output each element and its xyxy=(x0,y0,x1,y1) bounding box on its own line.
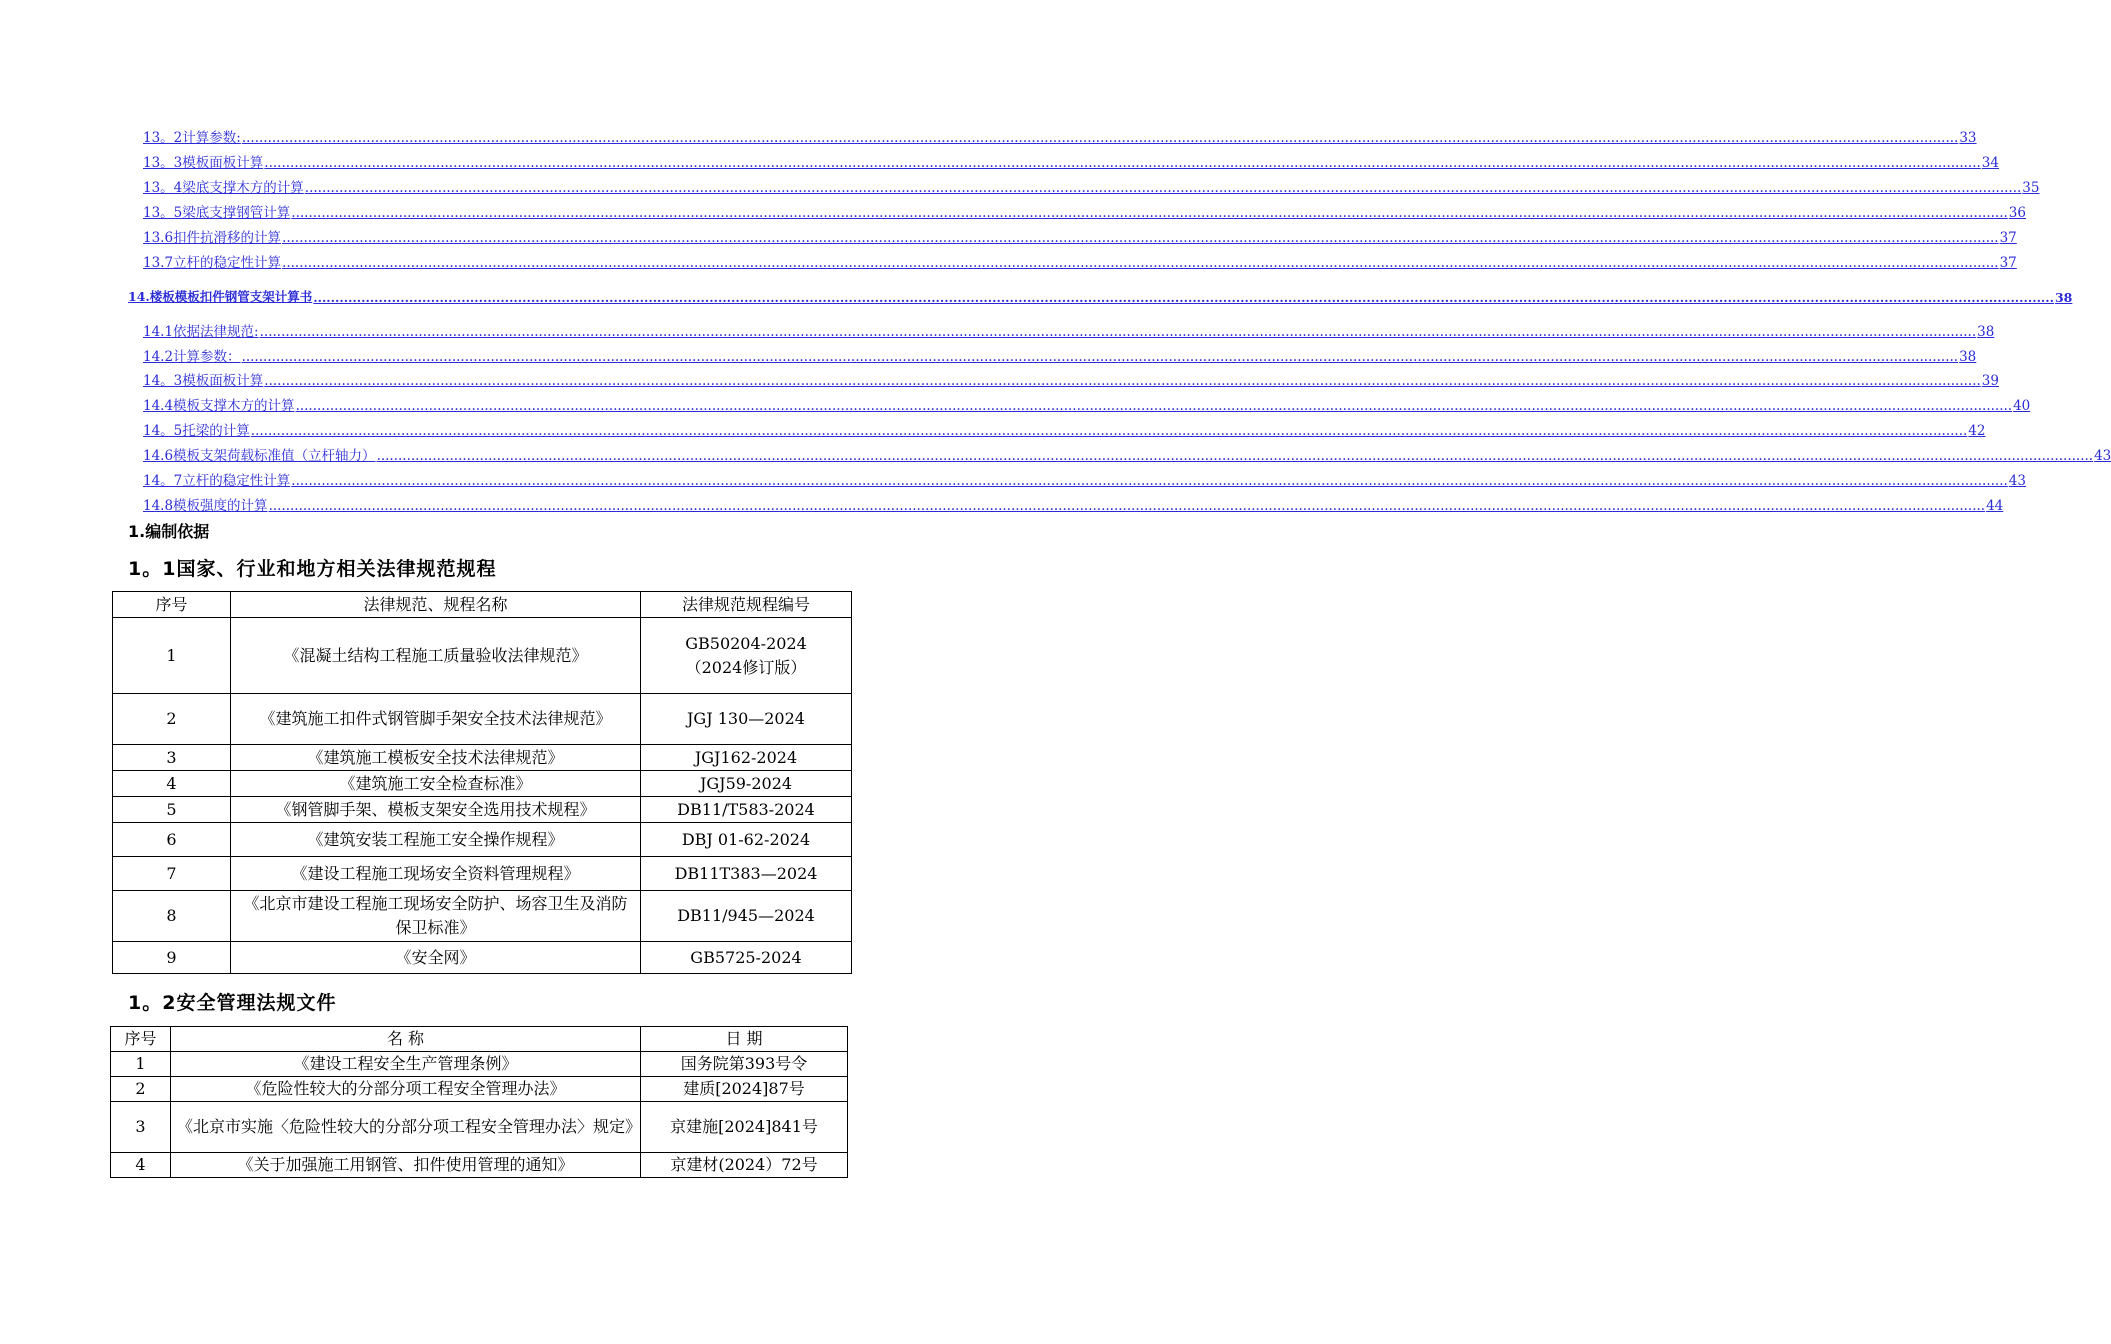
regulation-code: GB50204-2024 （2024修订版） xyxy=(641,618,852,694)
toc-entry-page[interactable]: 37 xyxy=(1999,255,2017,271)
toc-entry[interactable] xyxy=(143,371,1999,389)
toc-entry-title[interactable]: 13.7立杆的稳定性计算 xyxy=(143,255,282,271)
toc-entry-title[interactable]: 14。7立杆的稳定性计算 xyxy=(143,473,291,489)
table-header: 序号 xyxy=(111,1027,171,1052)
toc-entry-page[interactable]: 43 xyxy=(2094,448,2111,464)
table-row xyxy=(111,1102,848,1153)
regulation-code: GB5725-2024 xyxy=(641,942,852,974)
toc-leader-dots: ................................................................................................................................................................................................................................................................................................................................................................................................................ xyxy=(264,155,1981,171)
regulation-name: 《钢管脚手架、模板支架安全选用技术规程》 xyxy=(231,797,641,823)
table-header: 序号 xyxy=(113,592,231,618)
toc-entry-title[interactable]: 13。2计算参数: xyxy=(143,130,241,146)
toc-entry-title[interactable]: 14.6模板支架荷载标准值（立杆轴力） xyxy=(143,448,376,464)
table-row xyxy=(113,745,852,771)
toc-leader-dots: ................................................................................................................................................................................................................................................................................................................................................................................................................ xyxy=(282,230,1999,246)
regulation-code: DB11T383—2024 xyxy=(641,857,852,891)
toc-entry-page[interactable]: 39 xyxy=(1981,373,1999,389)
toc-entry[interactable] xyxy=(143,396,2031,414)
toc-entry-page[interactable]: 38 xyxy=(1977,324,1995,340)
regulation-name: 《混凝土结构工程施工质量验收法律规范》 xyxy=(231,618,641,694)
toc-leader-dots: ................................................................................................................................................................................................................................................................................................................................................................................................................ xyxy=(259,324,1977,340)
regulation-name: 《建筑施工模板安全技术法律规范》 xyxy=(231,745,641,771)
section-heading-1-1: 1。1国家、行业和地方相关法律规范规程 xyxy=(128,558,497,580)
toc-leader-dots: ................................................................................................................................................................................................................................................................................................................................................................................................................ xyxy=(376,448,2094,464)
toc-leader-dots: ................................................................................................................................................................................................................................................................................................................................................................................................................ xyxy=(264,373,1981,389)
table-row xyxy=(113,942,852,974)
regulation-name: 《建筑安装工程施工安全操作规程》 xyxy=(231,823,641,857)
toc-leader-dots: ................................................................................................................................................................................................................................................................................................................................................................................................................ xyxy=(313,290,2054,305)
row-number: 1 xyxy=(113,618,231,694)
regulation-name: 《建筑施工安全检查标准》 xyxy=(231,771,641,797)
toc-entry[interactable] xyxy=(143,178,2040,196)
regulations-table xyxy=(112,591,852,974)
row-number: 2 xyxy=(113,694,231,745)
toc-leader-dots: ................................................................................................................................................................................................................................................................................................................................................................................................................ xyxy=(250,423,1968,439)
toc-entry-title[interactable]: 14.1依据法律规范: xyxy=(143,324,259,340)
toc-leader-dots: ................................................................................................................................................................................................................................................................................................................................................................................................................ xyxy=(291,473,2008,489)
toc-entry[interactable] xyxy=(143,446,2111,464)
table-header: 法律规范规程编号 xyxy=(641,592,852,618)
document-date: 京建材(2024）72号 xyxy=(641,1153,848,1178)
toc-entry-title[interactable]: 13。4梁底支撑木方的计算 xyxy=(143,180,304,196)
section-heading-1-2: 1。2安全管理法规文件 xyxy=(128,992,337,1014)
table-row xyxy=(113,797,852,823)
toc-entry[interactable] xyxy=(143,128,1977,146)
toc-entry-title[interactable]: 14.4模板支撑木方的计算 xyxy=(143,398,295,414)
toc-leader-dots: ................................................................................................................................................................................................................................................................................................................................................................................................................ xyxy=(295,398,2013,414)
document-name: 《北京市实施〈危险性较大的分部分项工程安全管理办法〉规定》 xyxy=(171,1102,641,1153)
toc-entry-title[interactable]: 14.楼板模板扣件钢管支架计算书 xyxy=(128,289,313,304)
document-name: 《关于加强施工用钢管、扣件使用管理的通知》 xyxy=(171,1153,641,1178)
table-header: 日 期 xyxy=(641,1027,848,1052)
table-row xyxy=(113,857,852,891)
row-number: 7 xyxy=(113,857,231,891)
regulation-code: JGJ59-2024 xyxy=(641,771,852,797)
regulation-name: 《安全网》 xyxy=(231,942,641,974)
regulation-name: 《建筑施工扣件式钢管脚手架安全技术法律规范》 xyxy=(231,694,641,745)
toc-entry-page[interactable]: 37 xyxy=(1999,230,2017,246)
toc-entry[interactable] xyxy=(143,203,2026,221)
toc-entry-page[interactable]: 34 xyxy=(1981,155,1999,171)
toc-entry-title[interactable]: 13。5梁底支撑钢管计算 xyxy=(143,205,291,221)
toc-entry-page[interactable]: 43 xyxy=(2008,473,2026,489)
toc-entry-page[interactable]: 44 xyxy=(1986,498,2004,514)
table-header: 法律规范、规程名称 xyxy=(231,592,641,618)
row-number: 5 xyxy=(113,797,231,823)
table-row xyxy=(111,1077,848,1102)
toc-leader-dots: ................................................................................................................................................................................................................................................................................................................................................................................................................ xyxy=(304,180,2022,196)
toc-entry[interactable] xyxy=(143,421,1986,439)
toc-entry-page[interactable]: 36 xyxy=(2008,205,2026,221)
section-heading-1: 1.编制依据 xyxy=(128,522,210,541)
row-number: 8 xyxy=(113,891,231,942)
document-date: 建质[2024]87号 xyxy=(641,1077,848,1102)
toc-leader-dots: ................................................................................................................................................................................................................................................................................................................................................................................................................ xyxy=(241,130,1959,146)
toc-leader-dots: ................................................................................................................................................................................................................................................................................................................................................................................................................ xyxy=(268,498,1986,514)
row-number: 1 xyxy=(111,1052,171,1077)
regulation-code: DB11/945—2024 xyxy=(641,891,852,942)
table-row xyxy=(113,771,852,797)
document-name: 《建设工程安全生产管理条例》 xyxy=(171,1052,641,1077)
regulation-name: 《北京市建设工程施工现场安全防护、场容卫生及消防保卫标准》 xyxy=(231,891,641,942)
toc-entry-page[interactable]: 38 xyxy=(2054,290,2073,305)
table-row xyxy=(113,891,852,942)
toc-entry-page[interactable]: 42 xyxy=(1968,423,1986,439)
toc-entry-page[interactable]: 33 xyxy=(1959,130,1977,146)
toc-entry[interactable] xyxy=(143,253,2017,271)
row-number: 4 xyxy=(113,771,231,797)
row-number: 9 xyxy=(113,942,231,974)
toc-entry-title[interactable]: 13。3模板面板计算 xyxy=(143,155,264,171)
toc-entry-page[interactable]: 40 xyxy=(2013,398,2031,414)
document-date: 国务院第393号令 xyxy=(641,1052,848,1077)
regulation-code: DB11/T583-2024 xyxy=(641,797,852,823)
table-row xyxy=(113,823,852,857)
regulation-name: 《建设工程施工现场安全资料管理规程》 xyxy=(231,857,641,891)
table-row xyxy=(111,1052,848,1077)
toc-entry-page[interactable]: 38 xyxy=(1959,349,1977,365)
toc-entry[interactable] xyxy=(143,153,1999,171)
toc-leader-dots: ................................................................................................................................................................................................................................................................................................................................................................................................................ xyxy=(291,205,2008,221)
row-number: 6 xyxy=(113,823,231,857)
toc-entry[interactable] xyxy=(143,228,2017,246)
regulation-code: JGJ 130—2024 xyxy=(641,694,852,745)
table-row xyxy=(113,694,852,745)
toc-entry[interactable] xyxy=(128,287,2073,305)
table-row xyxy=(111,1153,848,1178)
toc-entry-title[interactable]: 14.2计算参数： xyxy=(143,349,241,365)
regulation-code: DBJ 01-62-2024 xyxy=(641,823,852,857)
row-number: 4 xyxy=(111,1153,171,1178)
row-number: 2 xyxy=(111,1077,171,1102)
document-date: 京建施[2024]841号 xyxy=(641,1102,848,1153)
toc-leader-dots: ................................................................................................................................................................................................................................................................................................................................................................................................................ xyxy=(282,255,1999,271)
toc-entry-title[interactable]: 14。3模板面板计算 xyxy=(143,373,264,389)
toc-entry[interactable] xyxy=(143,322,1995,340)
document-name: 《危险性较大的分部分项工程安全管理办法》 xyxy=(171,1077,641,1102)
regulation-code: JGJ162-2024 xyxy=(641,745,852,771)
toc-entry[interactable] xyxy=(143,496,2004,514)
toc-entry-title[interactable]: 13.6扣件抗滑移的计算 xyxy=(143,230,282,246)
table-header: 名 称 xyxy=(171,1027,641,1052)
toc-entry-page[interactable]: 35 xyxy=(2022,180,2040,196)
toc-entry-title[interactable]: 14。5托梁的计算 xyxy=(143,423,250,439)
table-row xyxy=(113,618,852,694)
row-number: 3 xyxy=(113,745,231,771)
safety-documents-table xyxy=(110,1026,848,1178)
toc-entry-title[interactable]: 14.8模板强度的计算 xyxy=(143,498,268,514)
toc-leader-dots: ................................................................................................................................................................................................................................................................................................................................................................................................................ xyxy=(241,349,1959,365)
row-number: 3 xyxy=(111,1102,171,1153)
toc-entry[interactable] xyxy=(143,347,1977,365)
toc-entry[interactable] xyxy=(143,471,2026,489)
